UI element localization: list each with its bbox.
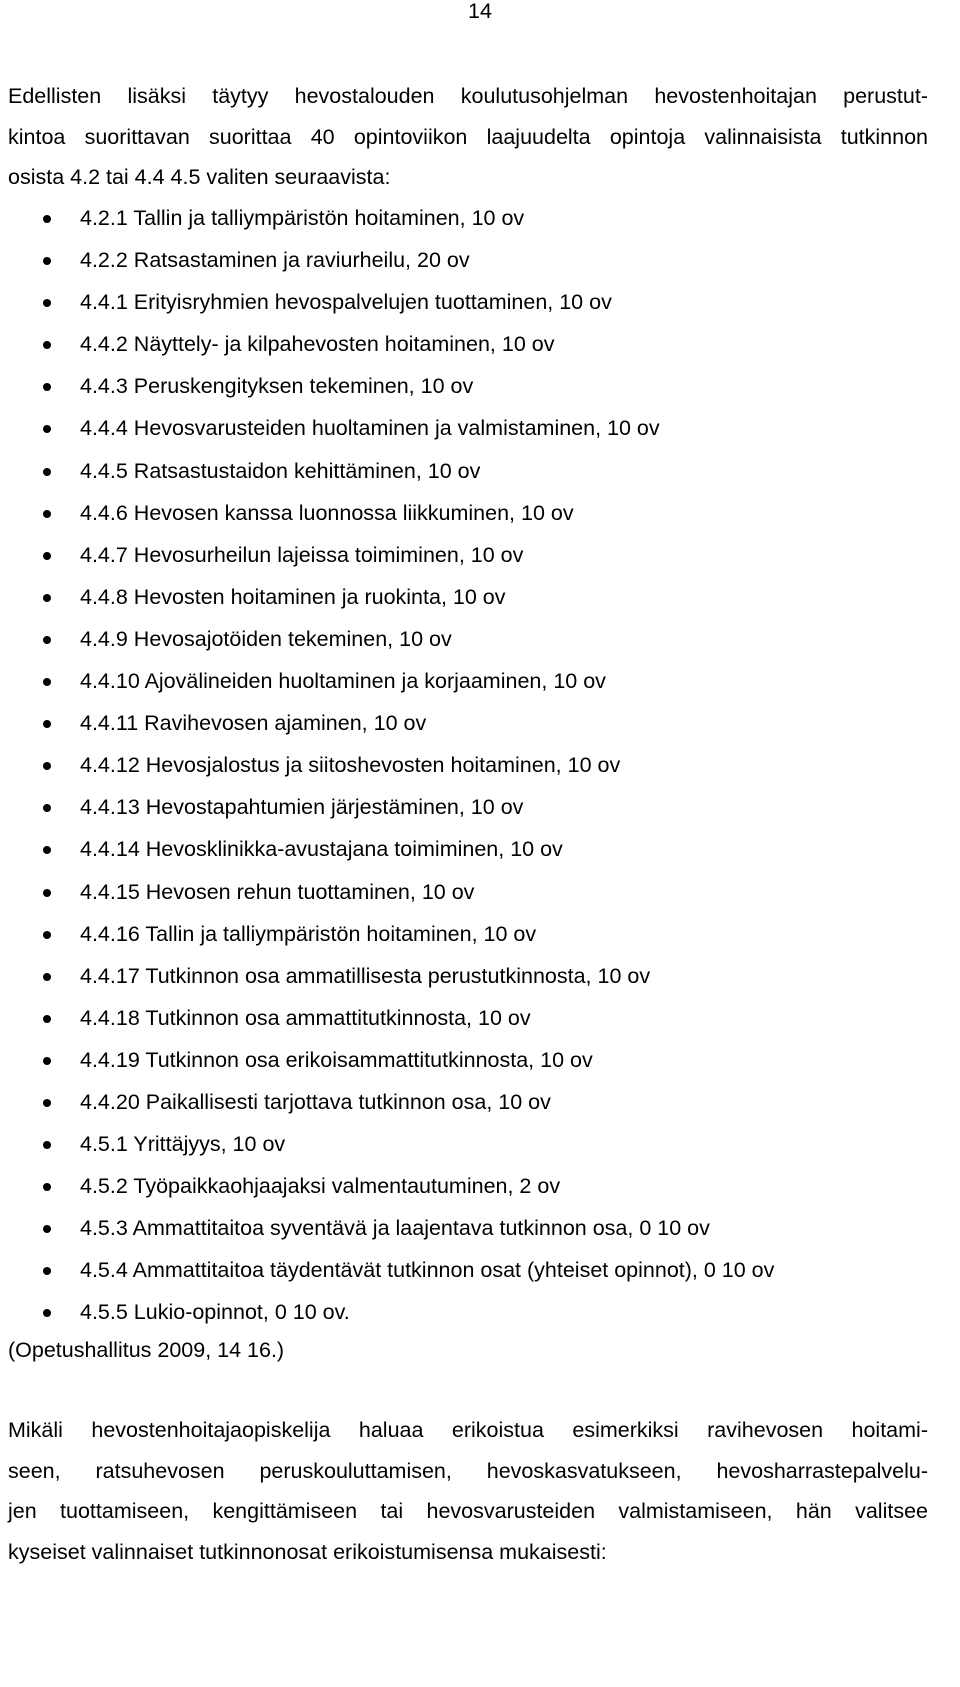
- list-item: [0, 786, 940, 828]
- bullet-icon: [43, 1099, 51, 1107]
- closing-line: jen tuottamiseen, kengittämiseen tai hevosvarusteiden valmistamiseen, hän valitsee: [8, 1499, 928, 1523]
- bullet-icon: [43, 383, 51, 391]
- list-item: [0, 323, 940, 365]
- bullet-icon: [43, 678, 51, 686]
- list-item-text: 4.4.11 Ravihevosen ajaminen, 10 ov: [80, 711, 427, 736]
- list-item-text: 4.4.20 Paikallisesti tarjottava tutkinnon osa, 10 ov: [80, 1089, 551, 1114]
- list-item: [0, 197, 940, 239]
- list-item: [0, 913, 940, 955]
- list-item-text: 4.4.12 Hevosjalostus ja siitoshevosten hoitaminen, 10 ov: [80, 753, 621, 778]
- bullet-icon: [43, 468, 51, 476]
- bullet-icon: [43, 1309, 51, 1317]
- closing-line: Mikäli hevostenhoitajaopiskelija haluaa erikoistua esimerkiksi ravihevosen hoitami-: [8, 1418, 928, 1442]
- closing-line: seen, ratsuhevosen peruskouluttamisen, hevoskasvatukseen, hevosharrastepalvelu-: [8, 1458, 928, 1483]
- bullet-icon: [43, 1015, 51, 1023]
- bullet-icon: [43, 1141, 51, 1149]
- bullet-icon: [43, 762, 51, 770]
- list-item: [0, 365, 940, 407]
- bullet-icon: [43, 510, 51, 518]
- bullet-icon: [43, 1057, 51, 1065]
- list-item: [0, 1249, 940, 1291]
- list-item: [0, 281, 940, 323]
- list-item-text: 4.4.9 Hevosajotöiden tekeminen, 10 ov: [80, 626, 452, 651]
- list-item-text: 4.4.8 Hevosten hoitaminen ja ruokinta, 10 ov: [80, 584, 506, 609]
- source-citation: (Opetushallitus 2009, 14 16.): [8, 1338, 285, 1362]
- bullet-icon: [43, 299, 51, 307]
- intro-line: Edellisten lisäksi täytyy hevostalouden koulutusohjelman hevostenhoitajan perustut-: [8, 84, 928, 108]
- bullet-icon: [43, 973, 51, 981]
- list-item-text: 4.5.1 Yrittäjyys, 10 ov: [80, 1132, 286, 1157]
- list-item-text: 4.4.10 Ajovälineiden huoltaminen ja korjaaminen, 10 ov: [80, 669, 606, 694]
- list-item: [0, 1039, 940, 1081]
- bullet-icon: [43, 1225, 51, 1233]
- list-item: [0, 239, 940, 281]
- closing-paragraph: [8, 1410, 928, 1572]
- list-item: [0, 1123, 940, 1165]
- closing-line: kyseiset valinnaiset tutkinnonosat erikoistumisensa mukaisesti:: [8, 1539, 607, 1564]
- list-item: [0, 1291, 940, 1333]
- intro-line: osista 4.2 tai 4.4 4.5 valiten seuraavista:: [8, 165, 391, 189]
- bullet-icon: [43, 1267, 51, 1275]
- list-item-text: 4.4.16 Tallin ja talliympäristön hoitaminen, 10 ov: [80, 921, 537, 946]
- intro-paragraph: [8, 76, 928, 198]
- bullet-icon: [43, 425, 51, 433]
- list-item: [0, 1165, 940, 1207]
- bullet-icon: [43, 341, 51, 349]
- list-item: [0, 702, 940, 744]
- bullet-icon: [43, 720, 51, 728]
- list-item: [0, 871, 940, 913]
- list-item-text: 4.4.15 Hevosen rehun tuottaminen, 10 ov: [80, 879, 475, 904]
- bullet-icon: [43, 931, 51, 939]
- list-item: [0, 744, 940, 786]
- list-item: [0, 1081, 940, 1123]
- list-item-text: 4.4.5 Ratsastustaidon kehittäminen, 10 ov: [80, 458, 481, 483]
- list-item: [0, 618, 940, 660]
- intro-line: kintoa suorittavan suorittaa 40 opintoviikon laajuudelta opintoja valinnaisista tutkinnon: [8, 124, 928, 149]
- list-item: [0, 407, 940, 449]
- bullet-icon: [43, 215, 51, 223]
- list-item-text: 4.4.18 Tutkinnon osa ammattitutkinnosta, 10 ov: [80, 1005, 531, 1030]
- bullet-icon: [43, 257, 51, 265]
- list-item-text: 4.4.14 Hevosklinikka-avustajana toimiminen, 10 ov: [80, 837, 563, 862]
- page-number: 14: [468, 0, 492, 23]
- list-item-text: 4.4.17 Tutkinnon osa ammatillisesta perustutkinnosta, 10 ov: [80, 963, 651, 988]
- list-item-text: 4.4.2 Näyttely- ja kilpahevosten hoitaminen, 10 ov: [80, 332, 555, 357]
- list-item-text: 4.5.2 Työpaikkaohjaajaksi valmentautuminen, 2 ov: [80, 1174, 561, 1199]
- bullet-icon: [43, 846, 51, 854]
- list-item-text: 4.4.6 Hevosen kanssa luonnossa liikkuminen, 10 ov: [80, 500, 574, 525]
- list-item-text: 4.2.2 Ratsastaminen ja raviurheilu, 20 ov: [80, 248, 470, 273]
- list-item: [0, 828, 940, 870]
- list-item-text: 4.4.7 Hevosurheilun lajeissa toimiminen, 10 ov: [80, 542, 524, 567]
- list-item-text: 4.2.1 Tallin ja talliympäristön hoitaminen, 10 ov: [80, 206, 525, 230]
- list-item: [0, 660, 940, 702]
- bullet-icon: [43, 636, 51, 644]
- list-item-text: 4.5.3 Ammattitaitoa syventävä ja laajentava tutkinnon osa, 0 10 ov: [80, 1216, 710, 1241]
- list-item: [0, 576, 940, 618]
- bullet-icon: [43, 1183, 51, 1191]
- bullet-icon: [43, 594, 51, 602]
- list-item: [0, 955, 940, 997]
- list-item-text: 4.4.1 Erityisryhmien hevospalvelujen tuottaminen, 10 ov: [80, 290, 612, 315]
- list-item-text: 4.4.19 Tutkinnon osa erikoisammattitutkinnosta, 10 ov: [80, 1047, 593, 1072]
- list-item: [0, 1207, 940, 1249]
- bullet-icon: [43, 552, 51, 560]
- list-item-text: 4.4.13 Hevostapahtumien järjestäminen, 10 ov: [80, 795, 524, 820]
- bullet-icon: [43, 889, 51, 897]
- list-item: [0, 997, 940, 1039]
- list-item-text: 4.4.3 Peruskengityksen tekeminen, 10 ov: [80, 374, 474, 399]
- module-list: [0, 197, 940, 1334]
- list-item: [0, 534, 940, 576]
- list-item-text: 4.5.5 Lukio-opinnot, 0 10 ov.: [80, 1300, 350, 1325]
- list-item-text: 4.4.4 Hevosvarusteiden huoltaminen ja valmistaminen, 10 ov: [80, 416, 660, 441]
- bullet-icon: [43, 804, 51, 812]
- list-item: [0, 492, 940, 534]
- list-item: [0, 450, 940, 492]
- list-item-text: 4.5.4 Ammattitaitoa täydentävät tutkinnon osat (yhteiset opinnot), 0 10 ov: [80, 1258, 775, 1283]
